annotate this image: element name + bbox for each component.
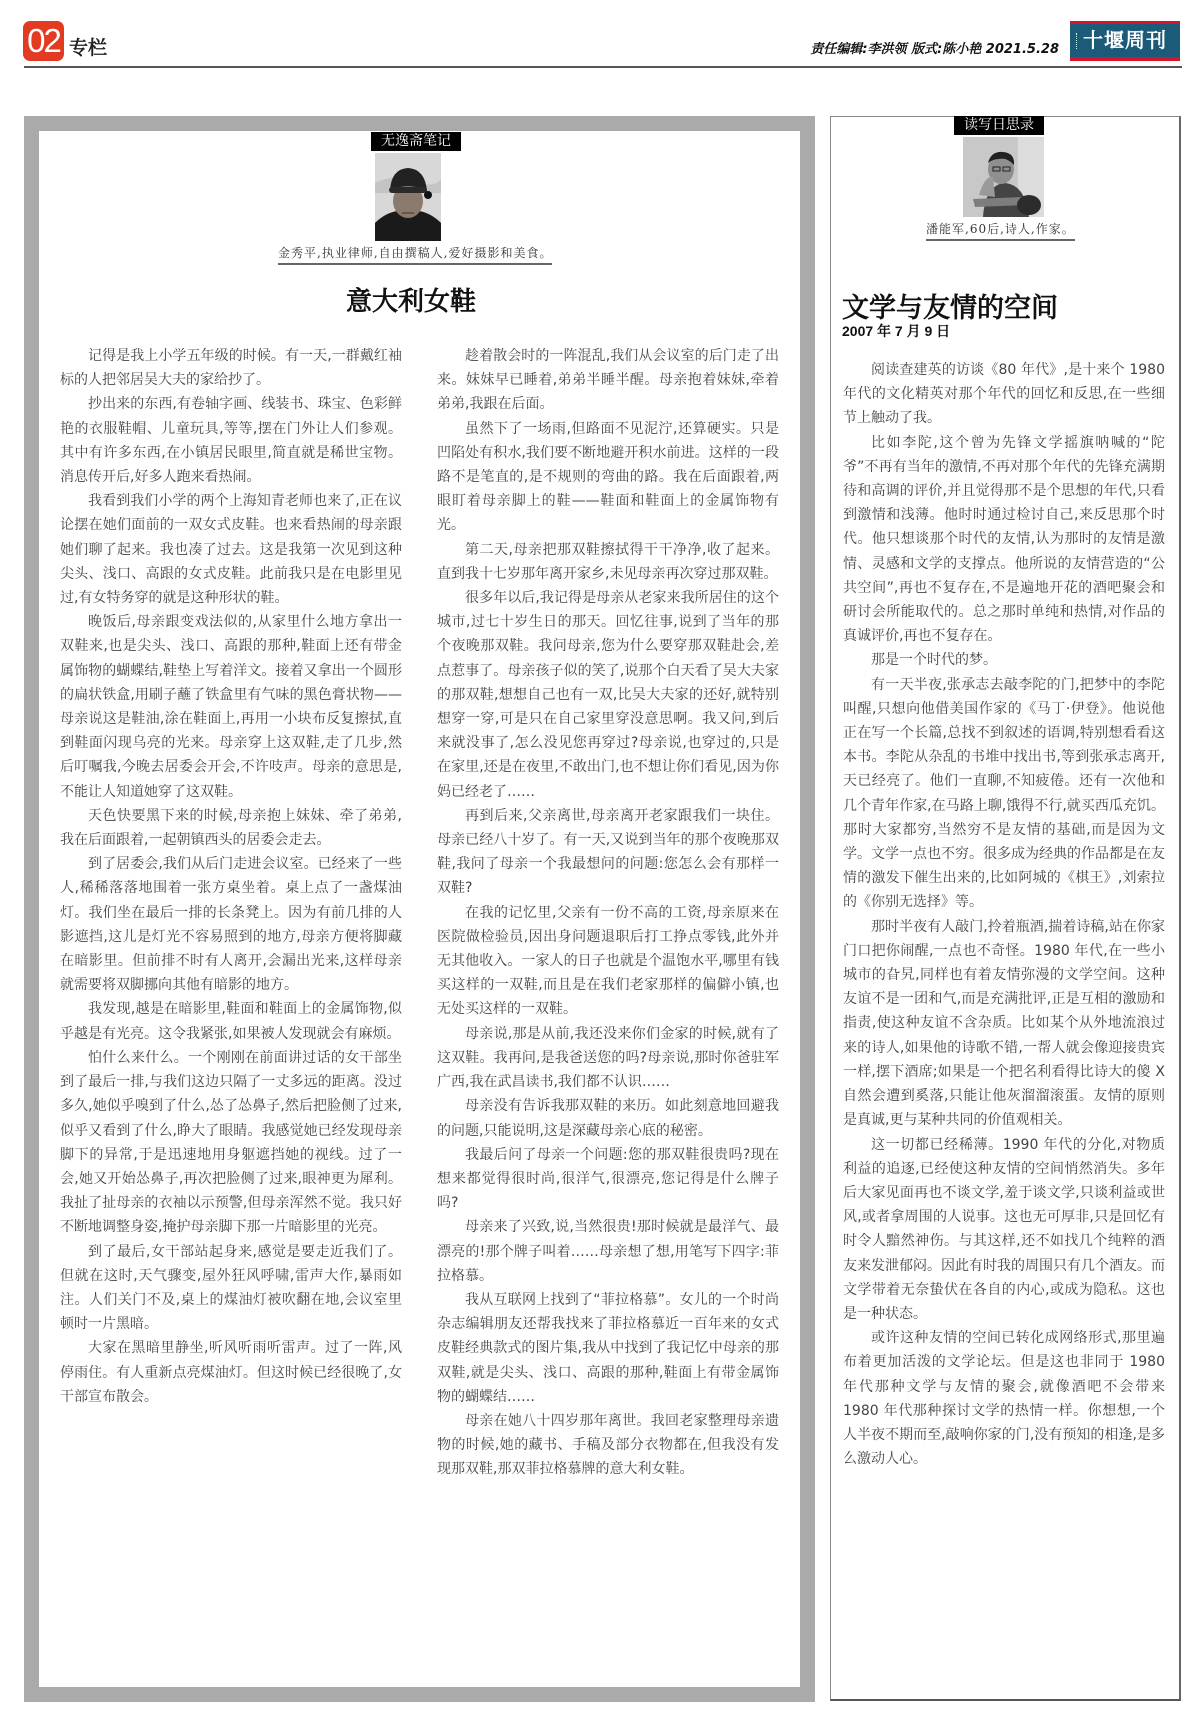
paragraph: 我从互联网上找到了“菲拉格慕”。女儿的一个时尚杂志编辑朋友还帮我找来了菲拉格慕近一百年来的女式皮鞋经典款式的图片集,我从中找到了我记忆中母亲的那双鞋,就是尖头、浅口、高跟的那种,鞋面上有带金属饰物的蝴蝶结…… bbox=[437, 1291, 779, 1405]
paragraph: 那时半夜有人敲门,拎着瓶酒,揣着诗稿,站在你家门口把你闹醒,一点也不奇怪。1980 年代,在一些小城市的旮旯,同样也有着友情弥漫的文学空间。这种友谊不是一团和气,而是充满批评,正是互相的激励和指责,使这种友谊不含杂质。比如某个从外地流浪过来的诗人,如果他的诗歌不错,一帮人就会像迎接贵宾一样,摆下酒席;如果是一个把名利看得比诗大的傻 X 自然会遭到奚落,只能让他灰溜溜滚蛋。友情的原则是真诚,更与某种共同的价值观相关。 bbox=[843, 918, 1165, 1129]
masthead-logo bbox=[1070, 21, 1180, 61]
author-photo-right bbox=[963, 137, 1044, 217]
paragraph: 我看到我们小学的两个上海知青老师也来了,正在议论摆在她们面前的一双女式皮鞋。也来看热闹的母亲跟她们聊了起来。我也凑了过去。这是我第一次见到这种尖头、浅口、高跟的女式皮鞋。此前我只是在电影里见过,有女特务穿的就是这种形状的鞋。 bbox=[60, 493, 402, 607]
paragraph: 有一天半夜,张承志去敲李陀的门,把梦中的李陀叫醒,只想向他借美国作家的《马丁·伊登》。他说他正在写一个长篇,总找不到叙述的语调,特别想看看这本书。李陀从杂乱的书堆中找出书,等到张承志离开,天已经亮了。他们一直聊,不知疲倦。还有一次他和几个青年作家,在马路上聊,饿得不行,就买西瓜充饥。那时大家都穷,当然穷不是友情的基础,而是因为文学。文学一点也不穷。很多成为经典的作品都是在友情的激发下催生出来的,比如阿城的《棋王》,刘索拉的《你别无选择》等。 bbox=[843, 676, 1165, 911]
paragraph: 这一切都已经稀薄。1990 年代的分化,对物质利益的追逐,已经使这种友情的空间悄然消失。多年后大家见面再也不谈文学,羞于谈文学,只谈利益或世风,或者拿周围的人说事。这也无可厚非,只是回忆有时令人黯然神伤。与其这样,还不如找几个纯粹的酒友来发泄郁闷。因此有时我的周围只有几个酒友。而文学带着无奈蛰伏在各自的内心,或成为隐私。这也是一种状态。 bbox=[843, 1136, 1165, 1322]
paragraph: 母亲没有告诉我那双鞋的来历。如此刻意地回避我的问题,只能说明,这是深藏母亲心底的秘密。 bbox=[437, 1098, 779, 1139]
article-title-right: 文学与友情的空间 bbox=[842, 293, 1058, 324]
editor-credits: 责任编辑:李洪领 版式:陈小艳 2021.5.28 bbox=[810, 42, 1059, 57]
paragraph: 到了居委会,我们从后门走进会议室。已经来了一些人,稀稀落落地围着一张方桌坐着。桌上点了一盏煤油灯。我们坐在最后一排的长条凳上。因为有前几排的人影遮挡,这儿是灯光不容易照到的地方,母亲方便将脚藏在暗影里。但前排不时有人离开,会漏出光来,这样母亲就需要将双脚挪向其他有暗影的地方。 bbox=[60, 856, 402, 994]
paragraph: 比如李陀,这个曾为先锋文学摇旗呐喊的“陀爷”不再有当年的激情,不再对那个年代的先锋充满期待和高调的评价,并且觉得那不是个思想的年代,只看到激情和浅薄。他时时通过检讨自己,来反思那个时代。他只想谈那个时代的友情,认为那时的友情是激情、灵感和文学的支撑点。他所说的友情营造的“公共空间”,再也不复存在,不是遍地开花的酒吧聚会和研讨会所能取代的。总之那时单纯和热情,对作品的真诚评价,再也不复存在。 bbox=[843, 434, 1165, 645]
page-number: 02 bbox=[23, 21, 64, 61]
masthead-ornament bbox=[1076, 33, 1079, 49]
paragraph: 在我的记忆里,父亲有一份不高的工资,母亲原来在医院做检验员,因出身问题退职后打工挣点零钱,此外并无其他收入。一家人的日子也就是个温饱水平,哪里有钱买这样的一双鞋,而且是在我们老家那样的偏僻小镇,也无处买这样的一双鞋。 bbox=[437, 904, 779, 1018]
paragraph: 趁着散会时的一阵混乱,我们从会议室的后门走了出来。妹妹早已睡着,弟弟半睡半醒。母亲抱着妹妹,牵着弟弟,我跟在后面。 bbox=[437, 348, 779, 413]
paragraph: 大家在黑暗里静坐,听风听雨听雷声。过了一阵,风停雨住。有人重新点亮煤油灯。但这时候已经很晚了,女干部宣布散会。 bbox=[60, 1340, 402, 1405]
article-column-2 bbox=[437, 344, 779, 1482]
column-tag-right: 读写日思录 bbox=[954, 116, 1044, 135]
paragraph: 第二天,母亲把那双鞋擦拭得干干净净,收了起来。直到我十七岁那年离开家乡,未见母亲再次穿过那双鞋。 bbox=[437, 541, 779, 582]
paragraph: 很多年以后,我记得是母亲从老家来我所居住的这个城市,过七十岁生日的那天。回忆往事,说到了当年的那个夜晚那双鞋。我问母亲,您为什么要穿那双鞋赴会,差点惹事了。母亲孩子似的笑了,说那个白天看了吴大夫家的那双鞋,想想自己也有一双,比吴大夫家的还好,就特别想穿一穿,可是只在自己家里穿没意思啊。我又问,到后来就没事了,怎么没见您再穿过?母亲说,也穿过的,只是在家里,还是在夜里,不敢出门,也不想让你们看见,因为你妈已经老了…… bbox=[437, 590, 779, 800]
paragraph: 虽然下了一场雨,但路面不见泥泞,还算硬实。只是凹陷处有积水,我们要不断地避开积水前进。这样的一段路不是笔直的,是不规则的弯曲的路。我在后面跟着,两眼盯着母亲脚上的鞋——鞋面和鞋面上的金属饰物有光。 bbox=[437, 420, 779, 534]
author-bio-right: 潘能军,60后,诗人,作家。 bbox=[926, 220, 1075, 241]
paragraph: 母亲在她八十四岁那年离世。我回老家整理母亲遗物的时候,她的藏书、手稿及部分衣物都在,但我没有发现那双鞋,那双菲拉格慕牌的意大利女鞋。 bbox=[437, 1412, 779, 1478]
article-title-left: 意大利女鞋 bbox=[346, 287, 477, 317]
paragraph: 到了最后,女干部站起身来,感觉是要走近我们了。但就在这时,天气骤变,屋外狂风呼啸,雷声大作,暴雨如注。人们关门不及,桌上的煤油灯被吹翻在地,会议室里顿时一片黑暗。 bbox=[60, 1243, 402, 1333]
paragraph: 母亲说,那是从前,我还没来你们金家的时候,就有了这双鞋。我再问,是我爸送您的吗?母亲说,那时你爸驻军广西,我在武昌读书,我们都不认识…… bbox=[437, 1025, 779, 1091]
section-name: 专栏 bbox=[69, 37, 108, 59]
paragraph: 那是一个时代的梦。 bbox=[871, 652, 997, 669]
paragraph: 怕什么来什么。一个刚刚在前面讲过话的女干部坐到了最后一排,与我们这边只隔了一丈多远的距离。没过多久,她似乎嗅到了什么,怂了怂鼻子,然后把脸侧了过来,似乎又看到了什么,睁大了眼睛。我感觉她已经发现母亲脚下的异常,于是迅速地用身躯遮挡她的视线。过了一会,她又开始怂鼻子,再次把脸侧了过来,眼神更为犀利。我扯了扯母亲的衣袖以示预警,但母亲浑然不觉。我只好不断地调整身姿,掩护母亲脚下那一片暗影里的光亮。 bbox=[60, 1049, 402, 1236]
paragraph: 再到后来,父亲离世,母亲离开老家跟我们一块住。母亲已经八十岁了。有一天,又说到当年的那个夜晚那双鞋,我问了母亲一个我最想问的问题:您怎么会有那样一双鞋? bbox=[437, 807, 779, 897]
paragraph: 天色快要黑下来的时候,母亲抱上妹妹、牵了弟弟,我在后面跟着,一起朝镇西头的居委会走去。 bbox=[60, 807, 402, 849]
article-column-1 bbox=[60, 344, 402, 1409]
paragraph: 记得是我上小学五年级的时候。有一天,一群戴红袖标的人把邻居吴大夫的家给抄了。 bbox=[60, 348, 402, 389]
paragraph: 抄出来的东西,有卷轴字画、线装书、珠宝、色彩鲜艳的衣服鞋帽、儿童玩具,等等,摆在门外让人们参观。其中有许多东西,在小镇居民眼里,简直就是稀世宝物。消息传开后,好多人跑来看热闹。 bbox=[60, 396, 402, 486]
paragraph: 或许这种友情的空间已转化成网络形式,那里遍布着更加活泼的文学论坛。但是这也非同于 1980 年代那种文学与友情的聚会,就像酒吧不会带来 1980 年代那种探讨文学的热情一样。你想想,一个人半夜不期而至,敲响你家的门,没有预知的相逢,是多么激动人心。 bbox=[843, 1330, 1165, 1468]
column-tag-left: 无逸斋笔记 bbox=[371, 132, 461, 151]
masthead-text: 十堰周刊 bbox=[1083, 28, 1167, 52]
article-date: 2007 年 7 月 9 日 bbox=[842, 323, 951, 339]
author-photo-left bbox=[375, 153, 441, 241]
paragraph: 阅读查建英的访谈《80 年代》,是十来个 1980 年代的文化精英对那个年代的回忆和反思,在一些细节上触动了我。 bbox=[843, 362, 1165, 427]
paragraph: 晚饭后,母亲跟变戏法似的,从家里什么地方拿出一双鞋来,也是尖头、浅口、高跟的那种,鞋面上还有带金属饰物的蝴蝶结,鞋垫上写着洋文。接着又拿出一个圆形的扁状铁盒,用刷子蘸了铁盒里有气味的黑色膏状物——母亲说这是鞋油,涂在鞋面上,再用一小块布反复擦拭,直到鞋面闪现乌亮的光来。母亲穿上这双鞋,走了几步,然后叮嘱我,今晚去居委会开会,不许吱声。母亲的意思是,不能让人知道她穿了这双鞋。 bbox=[60, 614, 402, 800]
article-column-right bbox=[843, 358, 1165, 1471]
paragraph: 母亲来了兴致,说,当然很贵!那时候就是最洋气、最漂亮的!那个牌子叫着……母亲想了想,用笔写下四字:菲拉格慕。 bbox=[437, 1219, 779, 1284]
paragraph: 我最后问了母亲一个问题:您的那双鞋很贵吗?现在想来都觉得很时尚,很洋气,很漂亮,您记得是什么牌子吗? bbox=[437, 1146, 779, 1212]
header-rule bbox=[24, 66, 1182, 68]
author-bio-left: 金秀平,执业律师,自由撰稿人,爱好摄影和美食。 bbox=[278, 244, 552, 265]
paragraph: 我发现,越是在暗影里,鞋面和鞋面上的金属饰物,似乎越是有光亮。这令我紧张,如果被人发现就会有麻烦。 bbox=[60, 1001, 402, 1042]
page-header bbox=[10, 17, 1192, 65]
